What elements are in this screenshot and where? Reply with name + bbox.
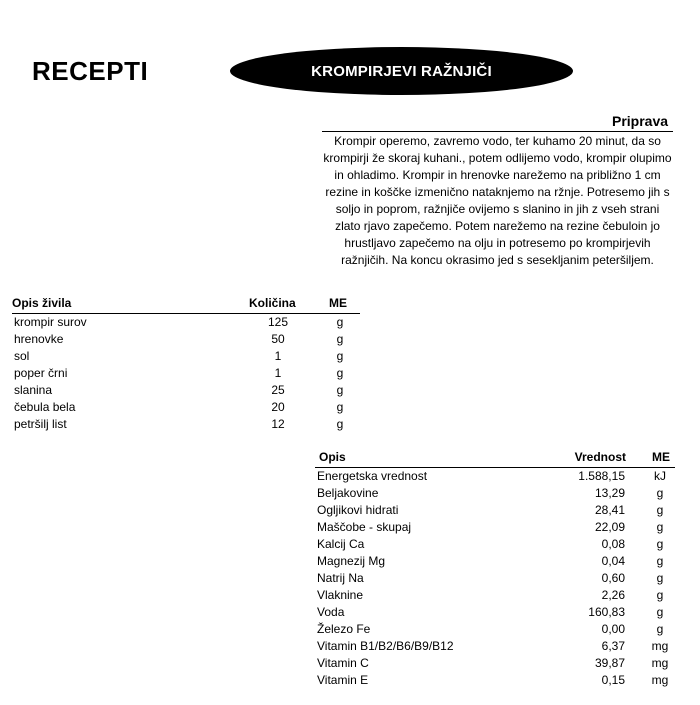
ingredient-name: hrenovke (14, 332, 64, 346)
table-row (315, 621, 675, 638)
nutrient-value: 0,15 (601, 673, 625, 687)
ingredient-unit: g (336, 417, 344, 431)
table-row (315, 655, 675, 672)
nutrient-value: 22,09 (594, 520, 625, 534)
nutrient-unit: g (656, 503, 664, 517)
table-row (315, 587, 675, 604)
table-row (315, 519, 675, 536)
ingredients-table (12, 295, 360, 433)
table-row (12, 314, 360, 331)
table-row (315, 485, 675, 502)
ingredient-qty: 20 (271, 400, 285, 414)
nutrient-name: Vitamin B1/B2/B6/B9/B12 (317, 639, 454, 653)
ingredient-qty: 125 (267, 315, 289, 329)
ingredient-qty: 12 (271, 417, 285, 431)
table-row (315, 570, 675, 587)
nutrient-unit: g (656, 588, 664, 602)
brand-title: RECEPTI (32, 56, 149, 86)
nutrient-unit: mg (651, 673, 669, 687)
nutrient-unit: g (656, 605, 664, 619)
ingredient-unit: g (336, 315, 344, 329)
preparation-heading: Priprava (612, 113, 669, 129)
nutrient-value: 160,83 (588, 605, 625, 619)
nutrition-table (315, 449, 675, 689)
ingredients-header-unit: ME (329, 296, 347, 310)
nutrient-unit: g (656, 537, 664, 551)
ingredient-name: slanina (14, 383, 53, 397)
ingredient-qty: 25 (271, 383, 285, 397)
nutrient-value: 0,00 (601, 622, 625, 636)
table-row (12, 416, 360, 433)
nutrient-name: Natrij Na (317, 571, 364, 585)
ingredient-unit: g (336, 383, 344, 397)
nutrient-name: Železo Fe (317, 622, 371, 636)
nutrient-value: 0,08 (601, 537, 625, 551)
nutrient-value: 13,29 (594, 486, 625, 500)
nutrient-unit: kJ (654, 469, 666, 483)
ingredient-qty: 1 (274, 349, 282, 363)
nutrition-header (315, 449, 675, 466)
nutrient-name: Vitamin E (317, 673, 369, 687)
nutrient-value: 2,26 (601, 588, 625, 602)
table-row (12, 331, 360, 348)
table-row (315, 638, 675, 655)
nutrient-unit: g (656, 486, 664, 500)
nutrition-header-unit: ME (652, 450, 670, 464)
table-row (12, 348, 360, 365)
ingredient-unit: g (336, 349, 344, 363)
nutrition-header-value: Vrednost (574, 450, 626, 464)
ingredient-unit: g (336, 366, 344, 380)
preparation-divider (322, 131, 673, 132)
nutrient-name: Energetska vrednost (317, 469, 428, 483)
nutrient-value: 6,37 (601, 639, 625, 653)
table-row (12, 382, 360, 399)
nutrient-unit: mg (651, 639, 669, 653)
ingredient-name: petršilj list (14, 417, 67, 431)
nutrient-value: 0,04 (601, 554, 625, 568)
nutrient-name: Voda (317, 605, 345, 619)
nutrient-unit: g (656, 520, 664, 534)
nutrient-value: 28,41 (594, 503, 625, 517)
table-row (315, 672, 675, 689)
recipe-title: KROMPIRJEVI RAŽNJIČI (311, 62, 492, 80)
ingredients-header (12, 295, 360, 312)
ingredient-name: krompir surov (14, 315, 87, 329)
ingredient-qty: 1 (274, 366, 282, 380)
table-row (315, 502, 675, 519)
nutrient-name: Magnezij Mg (317, 554, 386, 568)
ingredients-header-qty: Količina (249, 296, 296, 310)
nutrient-name: Ogljikovi hidrati (317, 503, 399, 517)
ingredient-name: čebula bela (14, 400, 76, 414)
table-row (12, 399, 360, 416)
table-row (315, 468, 675, 485)
nutrient-name: Vitamin C (317, 656, 369, 670)
ingredient-name: sol (14, 349, 30, 363)
table-row (315, 553, 675, 570)
ingredients-header-name: Opis živila (12, 296, 72, 310)
nutrient-name: Vlaknine (317, 588, 364, 602)
nutrient-unit: g (656, 571, 664, 585)
table-row (12, 365, 360, 382)
table-row (315, 536, 675, 553)
nutrient-name: Beljakovine (317, 486, 379, 500)
ingredient-name: poper črni (14, 366, 68, 380)
nutrient-unit: g (656, 554, 664, 568)
preparation-text: Krompir operemo, zavremo vodo, ter kuhamo 20 minut, da so krompirji že skoraj kuhani., potem odlijemo vodo, krompir olupimo in ohladimo. Krompir in hrenovke narežemo na približno 1 cm rezine in koščke izmenično nataknjemo na ržnje. Potresemo jih s soljo in poprom, ražnjiče ovijemo s slanino in jih z vseh strani zlato rjavo zapečemo. Potem narežemo na rezine čebuloin jo hrustljavo zapečemo na olju in potresemo po krompirjevih ražnjičih. Na koncu okrasimo jed s sesekljanim peteršiljem. (323, 134, 672, 267)
table-row (315, 604, 675, 621)
nutrient-value: 1.588,15 (578, 469, 625, 483)
ingredient-unit: g (336, 332, 344, 346)
nutrient-unit: mg (651, 656, 669, 670)
recipe-title-oval (230, 47, 573, 95)
nutrient-name: Kalcij Ca (317, 537, 365, 551)
ingredient-qty: 50 (271, 332, 285, 346)
nutrient-value: 0,60 (601, 571, 625, 585)
nutrient-value: 39,87 (594, 656, 625, 670)
ingredient-unit: g (336, 400, 344, 414)
nutrient-name: Maščobe - skupaj (317, 520, 412, 534)
nutrient-unit: g (656, 622, 664, 636)
nutrition-header-name: Opis (319, 450, 346, 464)
